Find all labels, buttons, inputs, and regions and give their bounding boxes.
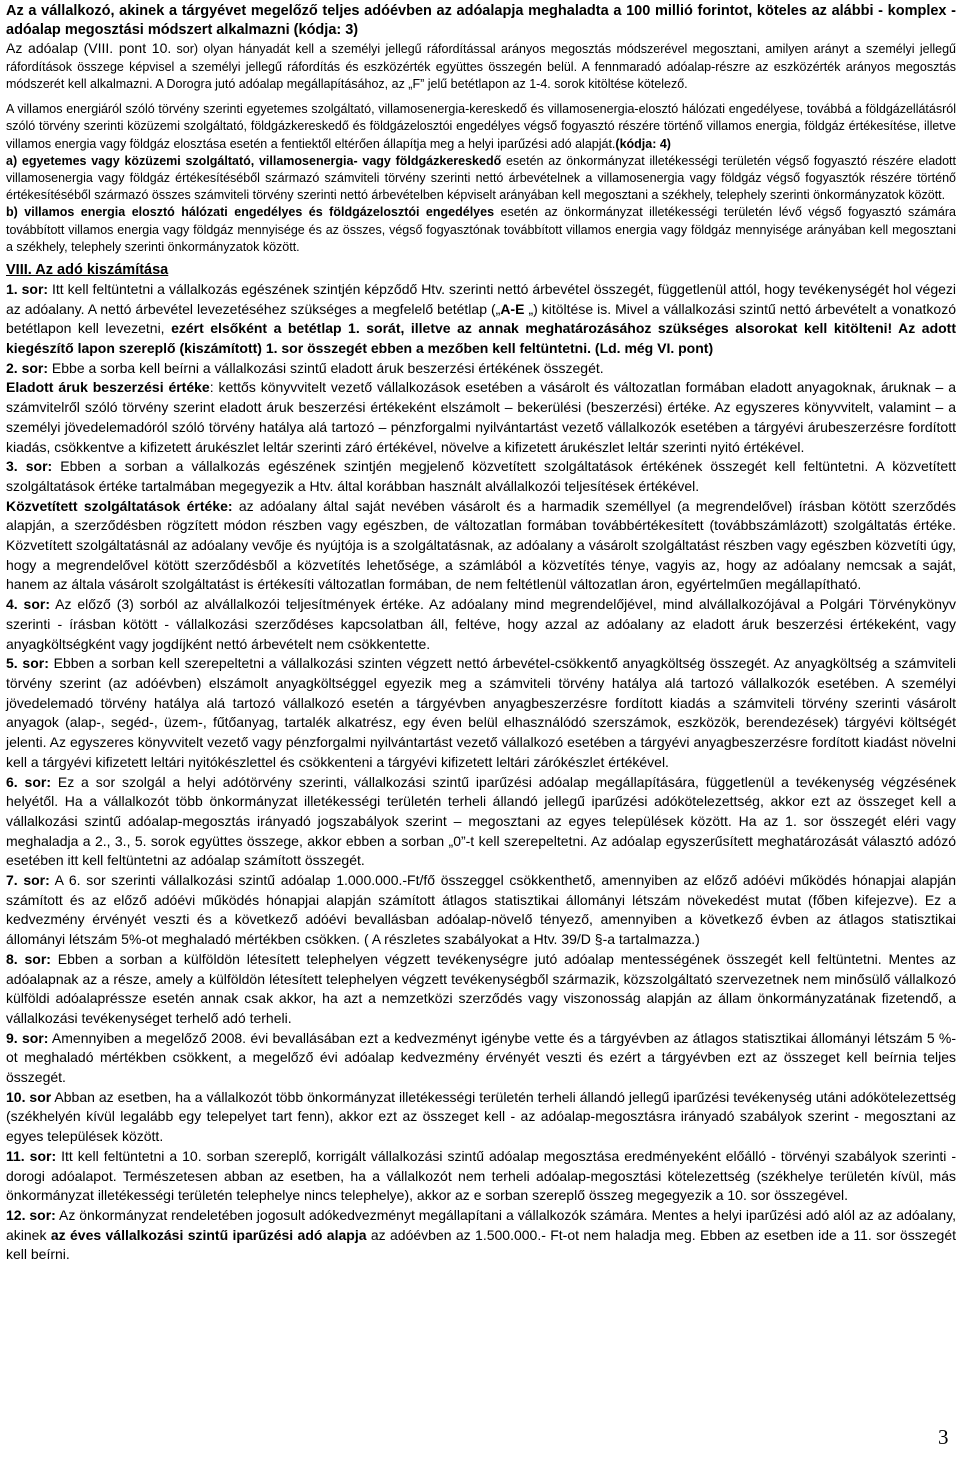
row-12-emphasis: az éves vállalkozási szintű iparűzési adó alapja [50, 1226, 367, 1243]
energy-text: A villamos energiáról szóló törvény szerinti egyetemes szolgáltató, villamosenergia-kereskedő és villamosenergia-elosztó hálózati engedélyese, továbbá a földgázellátásról szóló törvény szerinti közüzemi szolgáltató, földgázkereskedő és földgázelosztói engedélyes végső fogyasztó részére történő villamos energia, földgáz értékesítése, illetve villamos energia vagy földgáz elosztása esetén a fentiektől eltérően állapítja meg a helyi iparűzési adó alapját. [6, 102, 956, 151]
energy-item-b [6, 204, 956, 256]
section-heading: VIII. Az adó kiszámítása [6, 261, 169, 278]
row-8-paragraph: 8. sor: Ebben a sorban a külföldön létesített telephelyen végzett tevékenységre jutó adóalap mentességének összegét kell feltüntetni. Mentes az adóalapnak az a része, amely a külföldön létesített telephelyen végzett tevékenységből származik, közszolgáltató szervezetnek nem minősülő vállalkozó külföldi adóalapréssze esetén annak csak akkor, ha azt a nemzetközi szerződés vagy viszonosság alapján az állam önkormányzatának fizetendő, a vállalkozási tevékenységet terhelő adó terheli. [6, 950, 957, 1026]
row-1-paragraph: 1. sor: Itt kell feltüntetni a vállalkozás egészének szintjén képződő Htv. szerinti nettó árbevétel összegét, függetlenül attól, hogy tevékenységét hol végezi az adóalany. A nettó árbevétel levezetéséhez szükséges a megfelelő betétlap („A-E „) kitöltése is. Mivel a vállalkozási szintű nettó árbevételt a vonatkozó betétlapon kell levezetni, ezért elsőként a betétlap 1. sorát, illetve az annak meghatározásához szükséges alsorokat kell kitölteni! Az adott kiegészítő lapon szereplő (kiszámított) 1. sor összegét ebben a mezőben kell feltüntetni. (Ld. még VI. pont) [6, 280, 956, 357]
energy-item-a-label: a) egyetemes vagy közüzemi szolgáltató, villamosenergia- vagy földgázkereskedő [6, 153, 502, 168]
row-9-label: 9. sor: [6, 1029, 49, 1046]
betetlap-ae: A-E [500, 300, 525, 317]
eab-definition: Eladott áruk beszerzési értéke: kettős könyvvitelt vezető vállalkozások esetében a vásárolt és változatlan formában eladott anyagoknak, áruknak – a számvitelről szóló törvény szerint eladott áruk beszerzési értékeként elszámolt – bekerülési (beszerzési) értéke. Az egyszeres könyvvitelt, valamint – a személyi jövedelemadóról szóló törvény hatálya alá tartozó – pénzforgalmi nyilvántartást vezető vállalkozók esetében a tárgyévi árubeszerzésre fordított kiadás, csökkentve a kifizetett árukészlet leltár szerinti záró értékével, növelve a kifizetett árukészlet leltár szerinti nyitó értékével. [6, 379, 956, 455]
energy-paragraph [6, 101, 956, 153]
row-3-paragraph: 3. sor: Ebben a sorban a vállalkozás egészének szintjén megjelenő közvetített szolgáltatások értékének összegét kell feltüntetni. A közvetített szolgáltatások értéke tartalmában megegyezik a Htv. által korábban használt alvállalkozói teljesítések értékével. [6, 458, 956, 494]
row-6-label: 6. sor: [6, 773, 51, 790]
kozv-label: Közvetített szolgáltatások értéke: [6, 497, 233, 514]
row-4-label: 4. sor: [6, 596, 51, 613]
row-12-label: 12. sor: [6, 1206, 56, 1223]
row-8-label: 8. sor: [6, 950, 51, 967]
row-4-paragraph: 4. sor: Az előző (3) sorból az alvállalkozói teljesítmények értéke. Az adóalany mind megrendelőjével, mind alvállalkozójával a Polgári Törvénykönyv szerinti - írásban kötött - vállalkozási szerződéses kapcsolatban áll, feltéve, hogy azzal az adóalany az eladott áruk beszerzési értékeként, vagy anyagköltségként vagy jogdíjként nettó árbevételt nem csökkentette. [6, 596, 957, 652]
row-5-label: 5. sor: [6, 655, 49, 672]
row-5-paragraph: 5. sor: Ebben a sorban kell szerepeltetni a vállalkozási szinten végzett nettó árbevétel-csökkentő anyagköltség összegét. Az anyagköltség a számviteli törvény szerint (az adóévben) elszámolt anyagköltséggel egyezik meg a számviteli törvény hatálya alá tartozó vállalkozók esetében. A személyi jövedelemadó törvény hatálya alá tartozó vállalkozó esetén a tárgyévben anyagbeszerzésre fordított kiadás a számviteli törvény szerinti vásárolt anyagok (alap-, segéd-, üzem-, fűtőanyag, tartalék alkatrész, egy éven belül elhasználódó szerszámok, eszközök, berendezések) tárgyévi költségét jelenti. Az egyszeres könyvvitelt vezető vagy pénzforgalmi nyilvántartást vezető vállalkozó esetében a tárgyévi anyagbeszerzésre fordított kiadást növelni kell a tárgyévi kifizetett leltári nyitókészlettel és csökkenteni a tárgyévi kifizetett leltári zárókészlet értékével. [6, 655, 956, 770]
intro-title: Az a vállalkozó, akinek a tárgyévet megelőző teljes adóévben az adóalapja meghaladta a 100 millió forintot, köteles az alábbi - komplex - adóalap megosztási módszert alkalmazni (kódja: 3) [6, 3, 956, 38]
row-12-paragraph: 12. sor: Az önkormányzat rendeletében jogosult adókedvezményt megállapítani a vállalkozók számára. Mentes a helyi iparűzési adó alól az az adóalany, akinek az éves vállalkozási szintű iparűzési adó alapja az adóévben az 1.500.000.- Ft-ot nem haladja meg. Ebben az esetben ide a 11. sor összegét kell beírni. [6, 1206, 956, 1263]
intro-lead: Az adóalap (VIII. pont 10. [6, 40, 172, 56]
row-1-emphasis: ezért elsőként a betétlap 1. sorát, illetve az annak meghatározásához szükséges alsorokat kell kitölteni! Az adott kiegészítő lapon szereplő (kiszámított) 1. sor összegét ebben a mezőben kell feltüntetni. (Ld. még VI. pont) [6, 320, 956, 357]
row-1-label: 1. sor: [6, 280, 49, 297]
energy-item-a-text: esetén az önkormányzat illetékességi területén végső fogyasztó részére eladott villamosenergia vagy földgáz értékesítéséből származó számviteli törvény szerinti nettó árbevételnek a villamosenergia vagy földgáz végső fogyasztók részére történő értékesítéséből származó összes számviteli törvény szerinti nettó árbevételben képviselt arányában kell megosztani a székhely, telephely szerinti önkormányzatok között. [6, 153, 956, 203]
document-page [6, 2, 956, 1265]
row-9-paragraph: 9. sor: Amennyiben a megelőző 2008. évi bevallásában ezt a kedvezményt igénybe vette és a tárgyévben az átlagos statisztikai állományi létszám 5 %-ot meghaladó mértékben csökkent, a megelőző évi adóalap kedvezmény érvényét veszti és ezért a tárgyévben ezt az összeget kell beírnia teljes összegét. [6, 1029, 957, 1086]
row-3-label: 3. sor: [6, 458, 53, 475]
row-6-paragraph: 6. sor: Ez a sor szolgál a helyi adótörvény szerinti, vállalkozási szintű iparűzési adóalap megállapítására, függetlenül a tevékenység végzésének helyétől. Ha a vállalkozót több önkormányzat illetékességi területén terheli állandó jellegű iparűzési adókötelezettség, akkor ezt az összeget kell a vállalkozási szintű adóalap-megosztás irányadó jogszabályok szerint – megosztani az egyes települések között. Ha az 1. sor összegét eléri vagy meghaladja a 2., 3., 5. sorok együttes összege, akkor ebben a sorban „0”-t kell szerepeltetni. Az adóalap egyszerűsített meghatározását választó adózó esetében itt kell feltüntetni az adóalap számított összegét. [6, 773, 956, 869]
page-number: 3 [938, 1425, 949, 1449]
row-2-label: 2. sor: [6, 359, 49, 376]
row-7-label: 7. sor: [6, 872, 50, 889]
eab-label: Eladott áruk beszerzési értéke [6, 379, 210, 396]
row-11-label: 11. sor: [6, 1147, 57, 1164]
intro-text: sor) olyan hányadát kell a személyi jellegű ráfordítással arányos megosztás módszerével megosztani, amilyen arányt a személyi jellegű ráfordítások összege képvisel a személyi jellegű ráfordítás és eszközérték együttes összegén belül. A fennmaradó adóalap-részre az eszközérték arányos megosztás módszerét kell alkalmazni. A Dorogra jutó adóalap megállapításához, az „F” jelű betétlapon az 1-4. sorok kitöltése kötelező. [6, 42, 956, 91]
row-7-paragraph: 7. sor: A 6. sor szerinti vállalkozási szintű adóalap 1.000.000.-Ft/fő összeggel csökkenthető, amennyiben az előző adóévi működés hónapjai alapján számított és az előző adóévi működés hónapjai alapján számított átlagos statisztikai állományi létszám növekedést mutat (főben kifejezve). Ez a kedvezmény érvényét veszti és a következő adóévi bevallásban adóalap-növelő tényező, amennyiben a következő évben az átlagos statisztikai állományi létszám 5%-ot meghaladó mértékben csökken. ( A részletes szabályokat a Htv. 39/D §-a tartalmazza.) [6, 872, 956, 948]
row-10-paragraph: 10. sor Abban az esetben, ha a vállalkozót több önkormányzat illetékességi területén terheli állandó jellegű iparűzési tevékenység utáni adókötelezettség (székhelyén kívül legalább egy telepelyet tart fenn), akkor ezt az összeget kell - az adóalap-megosztásra irányadó szabályok szerint - megosztani az egyes települések között. [6, 1088, 956, 1145]
energy-code: (kódja: 4) [615, 136, 671, 151]
row-11-paragraph: 11. sor: Itt kell feltüntetni a 10. sorban szereplő, korrigált vállalkozási szintű adóalap megosztása eredményeként előálló - törvényi szabályok szerinti - dorogi adóalapot. Természetesen abban az esetben, ha a vállalkozót nem terheli adóalap-megosztási kötelezettség (székhelye területén kívül, más önkormányzat illetékességi területén telephelye nincs telephelye), akkor az e sorban szereplő összeg megegyezik a 10. sor összegével. [6, 1147, 956, 1204]
energy-item-b-text: esetén az önkormányzat illetékességi területén lévő végső fogyasztó számára továbbított villamos energia vagy földgáz mennyisége és az összes, végső fogyasztónak továbbított villamos energia vagy földgáz mennyisége arányában kell megosztani a székhely, telephely szerinti önkormányzatok között. [6, 205, 956, 254]
intro-paragraph [6, 39, 956, 93]
energy-item-b-label: b) villamos energia elosztó hálózati engedélyes és földgázelosztói engedélyes [6, 205, 495, 220]
row-2-paragraph: 2. sor: Ebbe a sorba kell beírni a vállalkozási szintű eladott áruk beszerzési értékének összegét. [6, 359, 604, 376]
kozv-definition: Közvetített szolgáltatások értéke: az adóalany által saját nevében vásárolt és a harmadik személlyel (a megrendelővel) írásban kötött szerződés alapján, a szerződésben rögzített módon részben vagy egészben, de változatlan formában továbbértékesített (továbbszámlázott) szolgáltatás értéke. Közvetített szolgáltatásnál az adóalany vevője és nyújtója is a szolgáltatásnak, az adóalany a vásárolt szolgáltatást részben vagy egészben közvetíti úgy, hogy a megrendelővel kötött szerződésből a közvetítés lehetősége, a számlából a közvetítés ténye, vagyis az, hogy az adóalany nemcsak a saját, hanem az általa vásárolt szolgáltatást is értékesíti változatlan formában, de nem feltétlenül változatlan áron, egyértelműen megállapítható. [6, 497, 956, 593]
energy-item-a [6, 153, 956, 205]
row-10-label: 10. sor [6, 1088, 52, 1105]
